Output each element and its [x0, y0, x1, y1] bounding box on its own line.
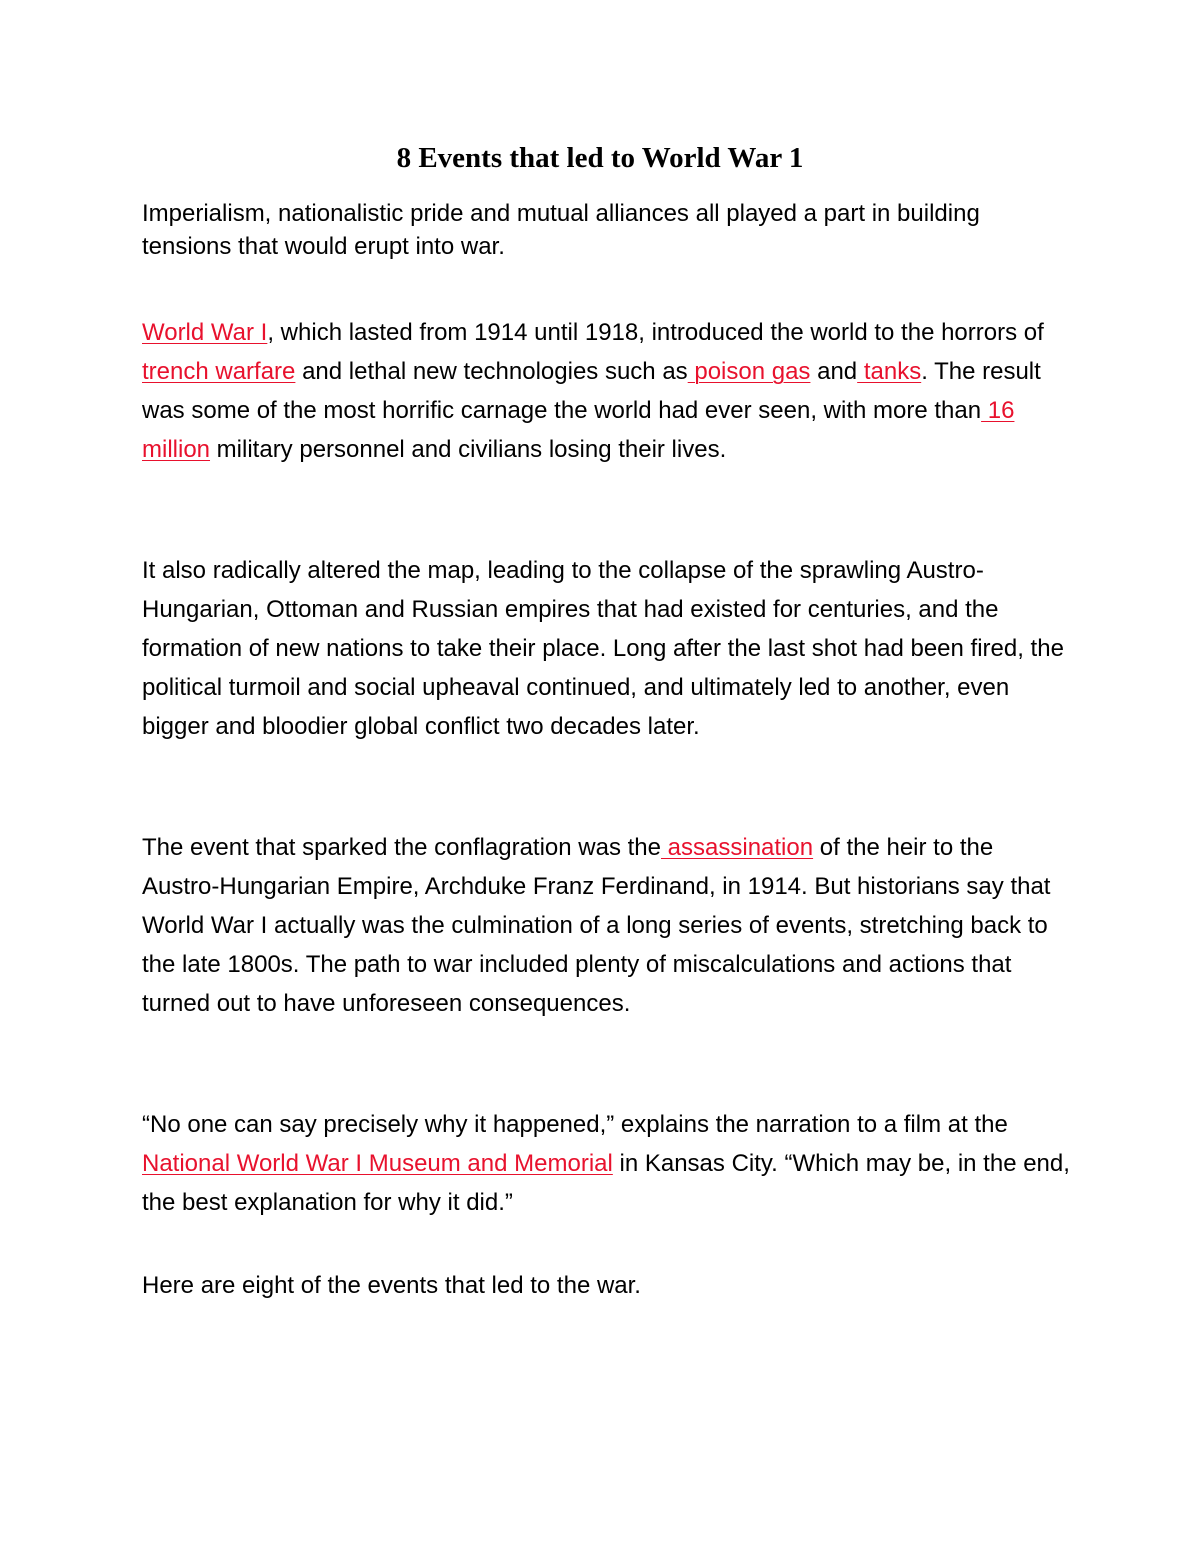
paragraph-text: military personnel and civilians losing their lives.	[210, 436, 727, 463]
paragraph-text: and lethal new technologies such as	[295, 358, 688, 385]
link-assassination[interactable]: assassination	[661, 834, 814, 861]
paragraph-quote	[142, 1105, 1072, 1222]
link-poison-gas[interactable]: poison gas	[687, 358, 811, 385]
paragraph-closing: Here are eight of the events that led to the war.	[142, 1272, 641, 1299]
paragraph-text: “No one can say precisely why it happened,” explains the narration to a film at the	[142, 1111, 1008, 1138]
paragraph-wwi	[142, 313, 1072, 469]
paragraph-text: in Kansas City. “Which may be, in the end, the best explanation for why it did.”	[142, 1150, 1070, 1216]
paragraph-text: of the heir to the Austro-Hungarian Empire, Archduke Franz Ferdinand, in 1914. But historians say that World War I actually was the culmination of a long series of events, stretching back to the late 1800s. The path to war included plenty of miscalculations and actions that turned out to have unforeseen consequences.	[142, 834, 1051, 1017]
intro-paragraph: Imperialism, nationalistic pride and mutual alliances all played a part in building tensions that would erupt into war.	[142, 200, 980, 260]
link-trench-warfare[interactable]: trench warfare	[142, 358, 296, 385]
paragraph-map: It also radically altered the map, leading to the collapse of the sprawling Austro-Hungarian, Ottoman and Russian empires that had existed for centuries, and the formation of new nations to take their place. Long after the last shot had been fired, the political turmoil and social upheaval continued, and ultimately led to another, even bigger and bloodier global conflict two decades later.	[142, 557, 1064, 740]
link-world-war-i[interactable]: World War I	[142, 319, 268, 346]
paragraph-text: The event that sparked the conflagration was the	[142, 834, 661, 861]
paragraph-text: and	[810, 358, 858, 385]
paragraph-assassination	[142, 828, 1072, 1023]
page-title: 8 Events that led to World War 1	[396, 142, 804, 174]
link-16-million[interactable]: 16 million	[142, 397, 1015, 463]
paragraph-text: , which lasted from 1914 until 1918, introduced the world to the horrors of	[267, 319, 1044, 346]
link-museum[interactable]: National World War I Museum and Memorial	[142, 1150, 613, 1177]
link-tanks[interactable]: tanks	[857, 358, 922, 385]
paragraph-text: . The result was some of the most horrific carnage the world had ever seen, with more than	[142, 358, 1041, 424]
